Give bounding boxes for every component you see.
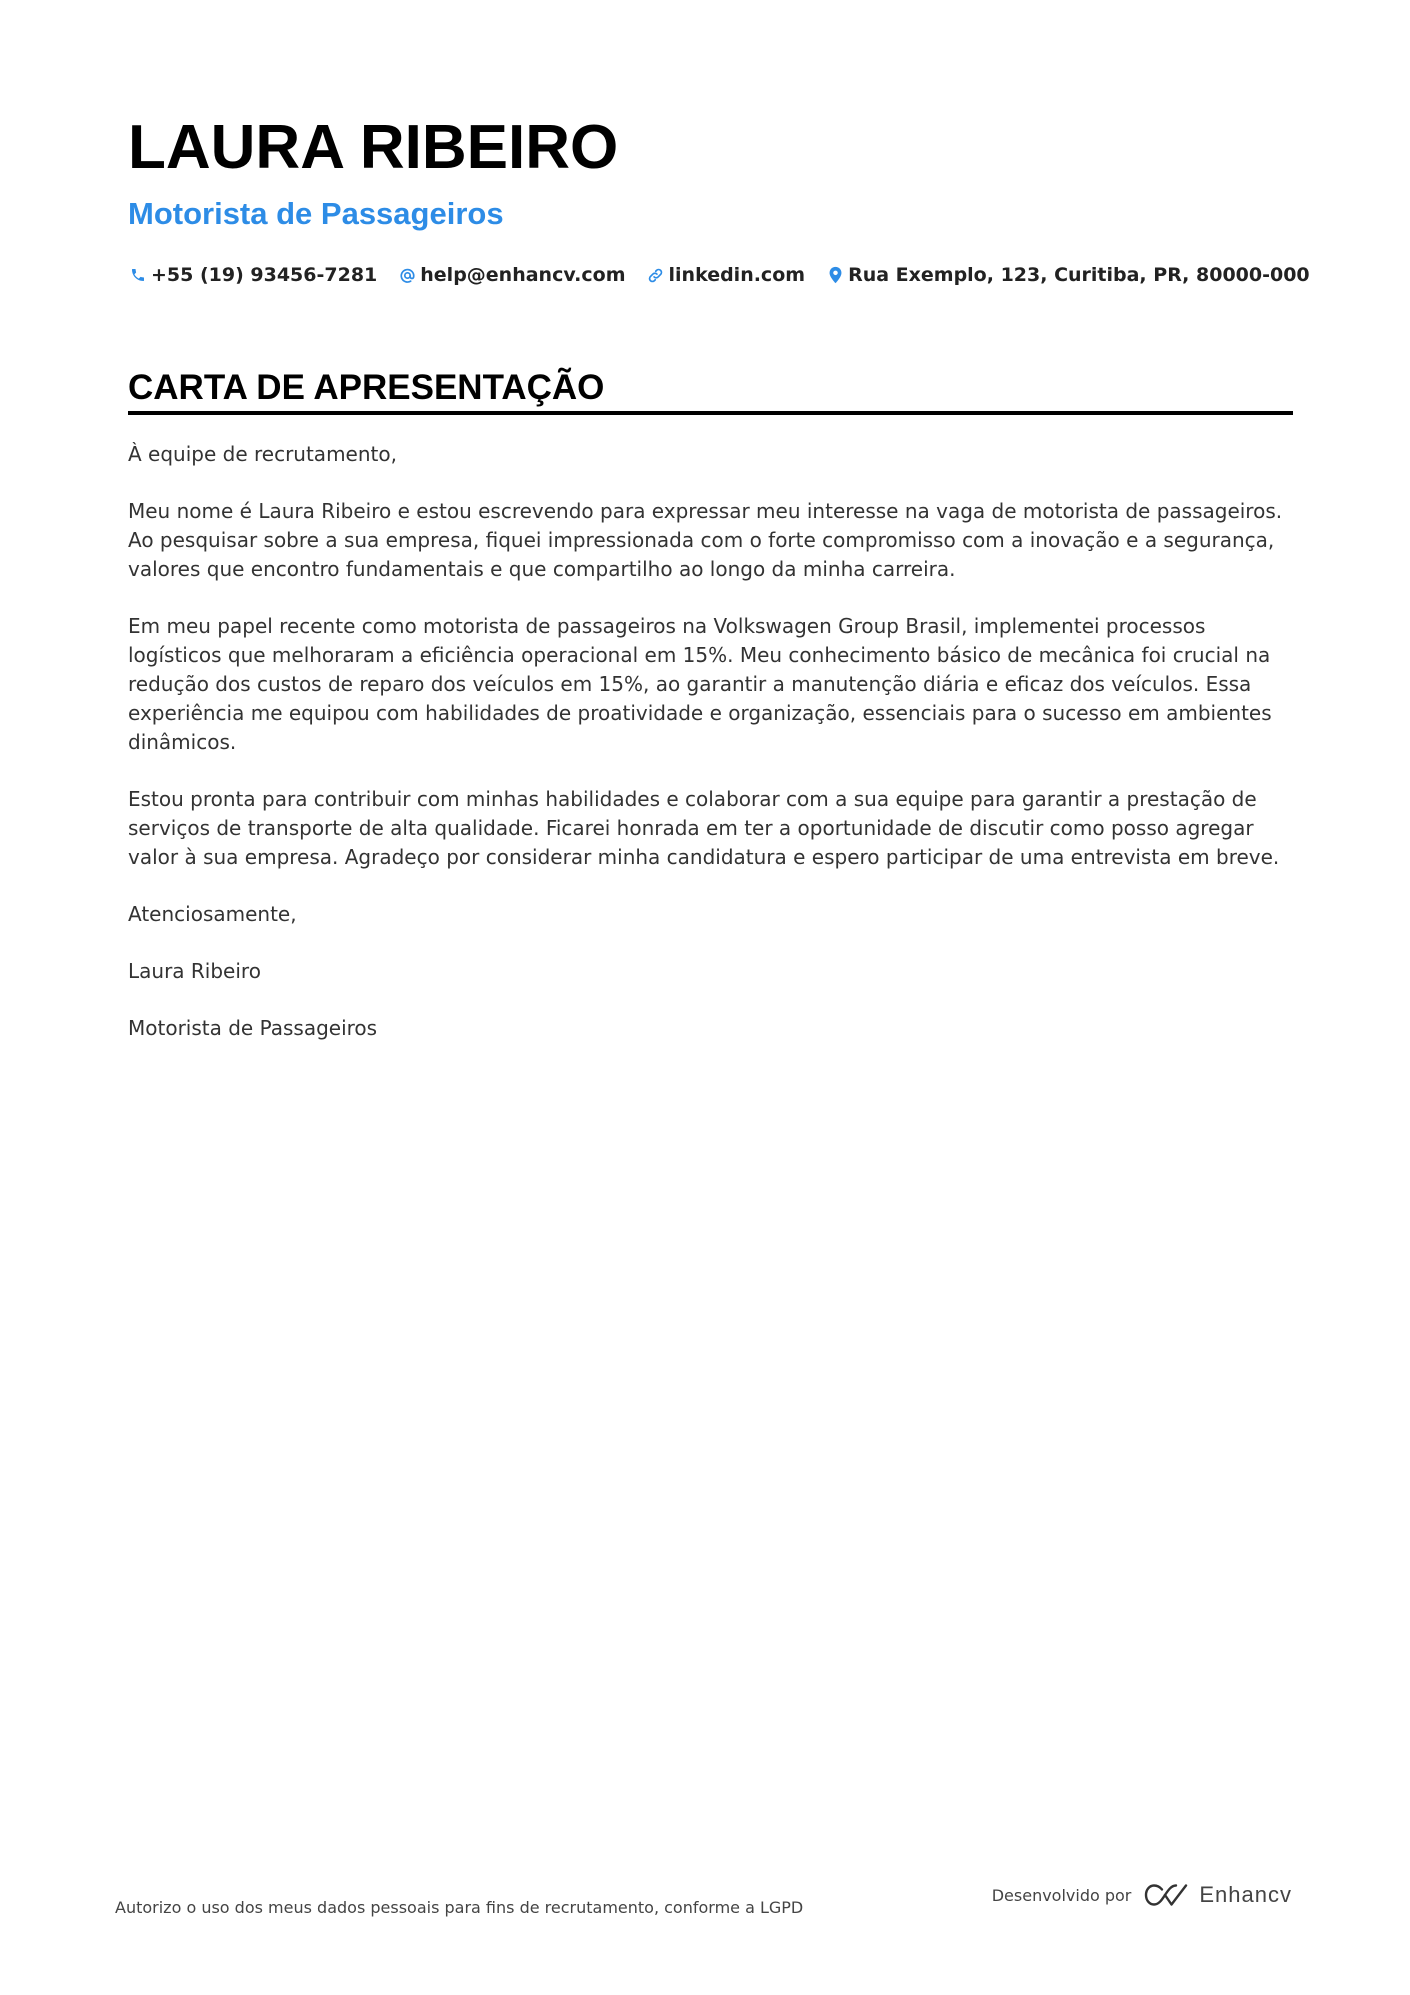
header <box>128 110 1310 290</box>
letter-greeting: À equipe de recrutamento, <box>128 442 397 466</box>
location-pin-icon <box>825 265 845 285</box>
section-title: CARTA DE APRESENTAÇÃO <box>128 368 605 407</box>
candidate-name: LAURA RIBEIRO <box>128 113 619 182</box>
signature-title: Motorista de Passageiros <box>128 1016 378 1040</box>
contact-bar <box>128 260 1310 290</box>
contact-phone <box>128 264 377 286</box>
link-icon <box>646 265 666 285</box>
letter-paragraph: Em meu papel recente como motorista de passageiros na Volkswagen Group Brasil, implementei processos logísticos que melhoraram a eficiência operacional em 15%. Meu conhecimento básico de mecânica foi crucial na redução dos custos de reparo dos veículos em 15%, ao garantir a manutenção diária e eficaz dos veículos. Essa experiência me equipou com habilidades de proatividade e organização, essenciais para o sucesso em ambientes dinâmicos. <box>128 614 1272 754</box>
enhancv-logo-icon <box>1143 1882 1189 1908</box>
signature-name: Laura Ribeiro <box>128 959 261 983</box>
address-text: Rua Exemplo, 123, Curitiba, PR, 80000-000 <box>848 264 1310 286</box>
brand-name: Enhancv <box>1199 1882 1292 1907</box>
phone-text: +55 (19) 93456-7281 <box>151 264 378 286</box>
contact-email[interactable] <box>397 264 625 286</box>
powered-by-text: Desenvolvido por <box>991 1885 1132 1905</box>
letter-paragraph: Estou pronta para contribuir com minhas habilidades e colaborar com a sua equipe para garantir a prestação de serviços de transporte de alta qualidade. Ficarei honrada em ter a oportunidade de discutir como posso agregar valor à sua empresa. Agradeço por considerar minha candidatura e espero participar de uma entrevista em breve. <box>128 787 1280 869</box>
link-text: linkedin.com <box>668 264 806 286</box>
letter-closing: Atenciosamente, <box>128 902 297 926</box>
phone-icon <box>128 265 148 285</box>
section-divider <box>128 411 1293 415</box>
contact-link[interactable] <box>646 264 806 286</box>
letter-paragraph: Meu nome é Laura Ribeiro e estou escrevendo para expressar meu interesse na vaga de motorista de passageiros. Ao pesquisar sobre a sua empresa, fiquei impressionada com o forte compromisso com a inovação e a segurança, valores que encontro fundamentais e que compartilho ao longo da minha carreira. <box>128 499 1283 581</box>
at-icon <box>397 265 417 285</box>
email-text: help@enhancv.com <box>420 264 626 286</box>
candidate-title: Motorista de Passageiros <box>128 196 504 231</box>
contact-address <box>825 264 1310 286</box>
footer-branding[interactable] <box>992 1882 1292 1908</box>
letter-body <box>128 440 1293 1071</box>
footer-consent: Autorizo o uso dos meus dados pessoais para fins de recrutamento, conforme a LGPD <box>115 1898 804 1917</box>
